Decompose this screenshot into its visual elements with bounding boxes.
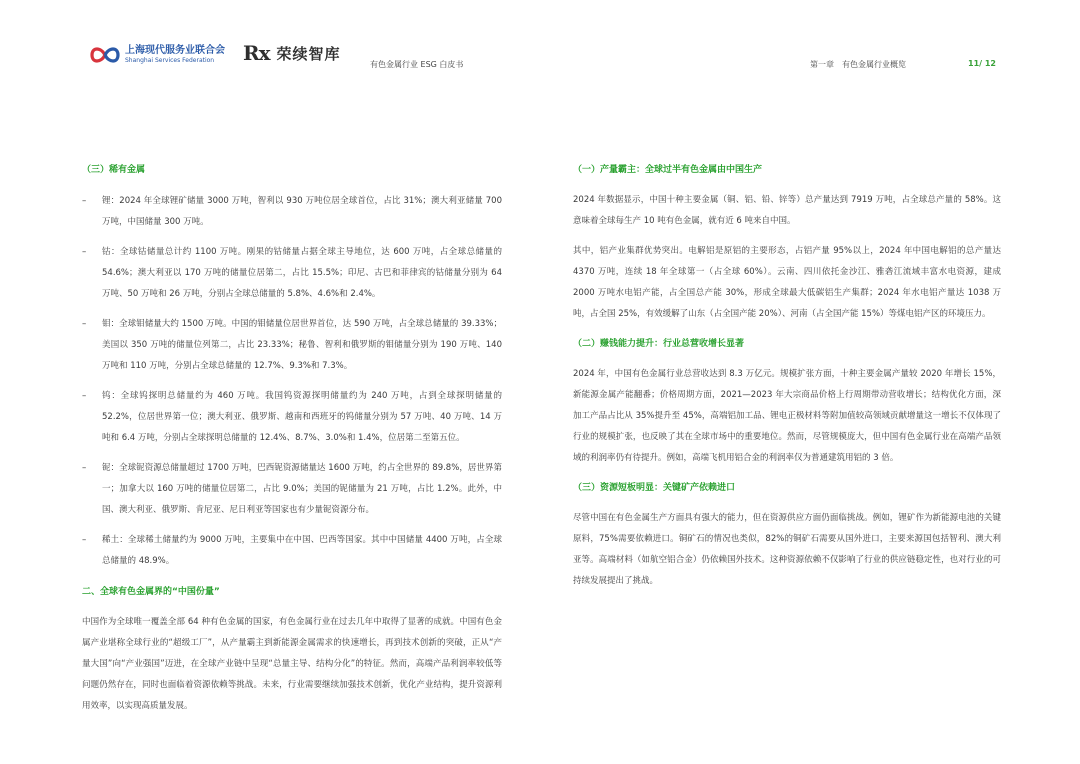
list-item-text: 铌：全球铌资源总储量超过 1700 万吨，巴西铌资源储量达 1600 万吨，约占全世界的 89.8%，居世界第一；加拿大以 160 万吨的储量位居第二，占比 9.0%；美国的铌储量为 21 万吨，占比 1.2%。此外，中国、澳大利亚、俄罗斯、肯尼亚、尼日利亚等国家也有少量铌资源分布。 [102,463,502,515]
list-item: – 铌：全球铌资源总储量超过 1700 万吨，巴西铌资源储量达 1600 万吨，约占全世界的 89.8%，居世界第一；加拿大以 160 万吨的储量位居第二，占比 9.0%；美国的铌储量为 21 万吨，占比 1.2%。此外，中国、澳大利亚、俄罗斯、肯尼亚、尼日利亚等国家也有少量铌资源分布。 [82,463,502,515]
ssf-logo-icon [90,44,120,66]
list-item: – 钴：全球钴储量总计约 1100 万吨。刚果的钴储量占据全球主导地位，达 600 万吨，占全球总储量的 54.6%；澳大利亚以 170 万吨的储量位居第二，占比 15.5%；印尼、古巴和菲律宾的钴储量分别为 64 万吨、50 万吨和 26 万吨，分别占全球总储量的 5.8%、4.6%和 2.4%。 [82,247,502,299]
list-item-text: 钨：全球钨探明总储量约为 460 万吨。我国钨资源探明储量约为 240 万吨，占到全球探明储量的 52.2%，位居世界第一位；澳大利亚、俄罗斯、越南和西班牙的钨储量分别为 57 万吨、40 万吨、14 万吨和 6.4 万吨，分别占全球探明总储量的 12.4%、8.7%、3.0%和 1.4%，位居第二至第五位。 [102,391,502,443]
section-heading-china-share: 二、全球有色金属界的“中国份量” [82,587,220,597]
think-tank-name: 荣续智库 [276,44,341,63]
page-header [0,0,1080,80]
production-paragraph-2: 其中，铝产业集群优势突出。电解铝是原铝的主要形态，占铝产量 95%以上，2024 年中国电解铝的总产量达 4370 万吨，连续 18 年全球第一（占全球 60%）。云南、四川依托金沙江、雅砻江流域丰富水电资源，建成 2000 万吨水电铝产能，占全国总产能 30%，形成全球最大低碳铝生产集群；2024 年水电铝产量达 1038 万吨，占全国 25%，有效缓解了山东（占全国产能 20%）、河南（占全国产能 15%）等煤电铝产区的环境压力。 [573,246,1001,319]
list-item: – 钨：全球钨探明总储量约为 460 万吨。我国钨资源探明储量约为 240 万吨，占到全球探明储量的 52.2%，位居世界第一位；澳大利亚、俄罗斯、越南和西班牙的钨储量分别为 57 万吨、40 万吨、14 万吨和 6.4 万吨，分别占全球探明总储量的 12.4%、8.7%、3.0%和 1.4%，位居第二至第五位。 [82,391,502,443]
page-number: 11/ 12 [968,59,996,68]
china-share-paragraph: 中国作为全球唯一覆盖全部 64 种有色金属的国家，有色金属行业在过去几年中取得了显著的成就。中国有色金属产业堪称全球行业的“超级工厂”，从产量霸主到新能源金属需求的快速增长，再到技术创新的突破，正从“产量大国”向“产业强国”迈进，在全球产业链中呈现“总量主导、结构分化”的特征。然而，高端产品利润率较低等问题仍然存在，同时也面临着资源依赖等挑战。未来，行业需要继续加强技术创新，优化产业结构，提升资源利用效率，以实现高质量发展。 [82,617,502,711]
right-column [573,160,1001,592]
left-column [82,160,502,717]
list-item-text: 锂：2024 年全球锂矿储量 3000 万吨，智利以 930 万吨位居全球首位，占比 31%；澳大利亚储量 700 万吨，中国储量 300 万吨。 [102,196,502,227]
list-item: – 稀土：全球稀土储量约为 9000 万吨，主要集中在中国、巴西等国家。其中中国储量 4400 万吨，占全球总储量的 48.9%。 [82,535,502,566]
document-title: 有色金属行业 ESG 白皮书 [370,60,464,69]
list-item-text: 钴：全球钴储量总计约 1100 万吨。刚果的钴储量占据全球主导地位，达 600 万吨，占全球总储量的 54.6%；澳大利亚以 170 万吨的储量位居第二，占比 15.5%；印尼、古巴和菲律宾的钴储量分别为 64 万吨、50 万吨和 26 万吨，分别占全球总储量的 5.8%、4.6%和 2.4%。 [102,247,502,299]
list-item: – 锂：2024 年全球锂矿储量 3000 万吨，智利以 930 万吨位居全球首位，占比 31%；澳大利亚储量 700 万吨，中国储量 300 万吨。 [82,196,502,227]
list-item: – 钼：全球钼储量大约 1500 万吨。中国的钼储量位居世界首位，达 590 万吨，占全球总储量的 39.33%；美国以 350 万吨的储量位列第二，占比 23.33%；秘鲁、智利和俄罗斯的钼储量分别为 190 万吨、140 万吨和 110 万吨，分别占全球总储量的 12.7%、9.3%和 7.3%。 [82,319,502,371]
think-tank-logo [243,41,341,65]
section-heading-production: （一）产量霸主：全球过半有色金属由中国生产 [573,165,763,175]
list-item-text: 稀土：全球稀土储量约为 9000 万吨，主要集中在中国、巴西等国家。其中中国储量 4400 万吨，占全球总储量的 48.9%。 [102,535,502,566]
ssf-logo [90,44,225,66]
org-name-en: Shanghai Services Federation [125,57,215,64]
rx-logo-mark: Rx [243,41,270,65]
rare-metals-list [82,191,502,572]
list-item-text: 钼：全球钼储量大约 1500 万吨。中国的钼储量位居世界首位，达 590 万吨，占全球总储量的 39.33%；美国以 350 万吨的储量位列第二，占比 23.33%；秘鲁、智利和俄罗斯的钼储量分别为 190 万吨、140 万吨和 110 万吨，分别占全球总储量的 12.7%、9.3%和 7.3%。 [102,319,502,371]
revenue-paragraph: 2024 年，中国有色金属行业总营收达到 8.3 万亿元。规模扩张方面，十种主要金属产量较 2020 年增长 15%，新能源金属产能翻番；价格周期方面，2021—2023 年大宗商品价格上行周期带动营收增长；结构优化方面，深加工产品占比从 35%提升至 45%，高端铝加工品、锂电正极材料等附加值较高领域贡献增量这一增长不仅体现了行业的规模扩张，也反映了其在全球市场中的重要地位。然而，尽管规模庞大，但中国有色金属行业在高端产品领域的利润率仍有待提升。例如，高端飞机用铝合金的利润率仅为普通建筑用铝的 3 倍。 [573,369,1001,463]
chapter-title: 第一章 有色金属行业概览 [810,60,906,69]
org-name-cn: 上海现代服务业联合会 [125,45,225,56]
resources-paragraph: 尽管中国在有色金属生产方面具有强大的能力，但在资源供应方面仍面临挑战。例如，锂矿作为新能源电池的关键原料，75%需要依赖进口。铜矿石的情况也类似，82%的铜矿石需要从国外进口，主要来源国包括智利、澳大利亚等。高端材料（如航空铝合金）仍依赖国外技术。这种资源依赖不仅影响了行业的供应链稳定性，也对行业的可持续发展提出了挑战。 [573,513,1001,586]
production-paragraph-1: 2024 年数据显示，中国十种主要金属（铜、铝、铅、锌等）总产量达到 7919 万吨，占全球总产量的 58%。这意味着全球每生产 10 吨有色金属，就有近 6 吨来自中国。 [573,195,1001,226]
section-heading-resources: （三）资源短板明显：关键矿产依赖进口 [573,483,736,493]
section-heading-rare-metals: （三）稀有金属 [82,165,146,175]
section-heading-revenue: （二）赚钱能力提升：行业总营收增长显著 [573,339,745,349]
